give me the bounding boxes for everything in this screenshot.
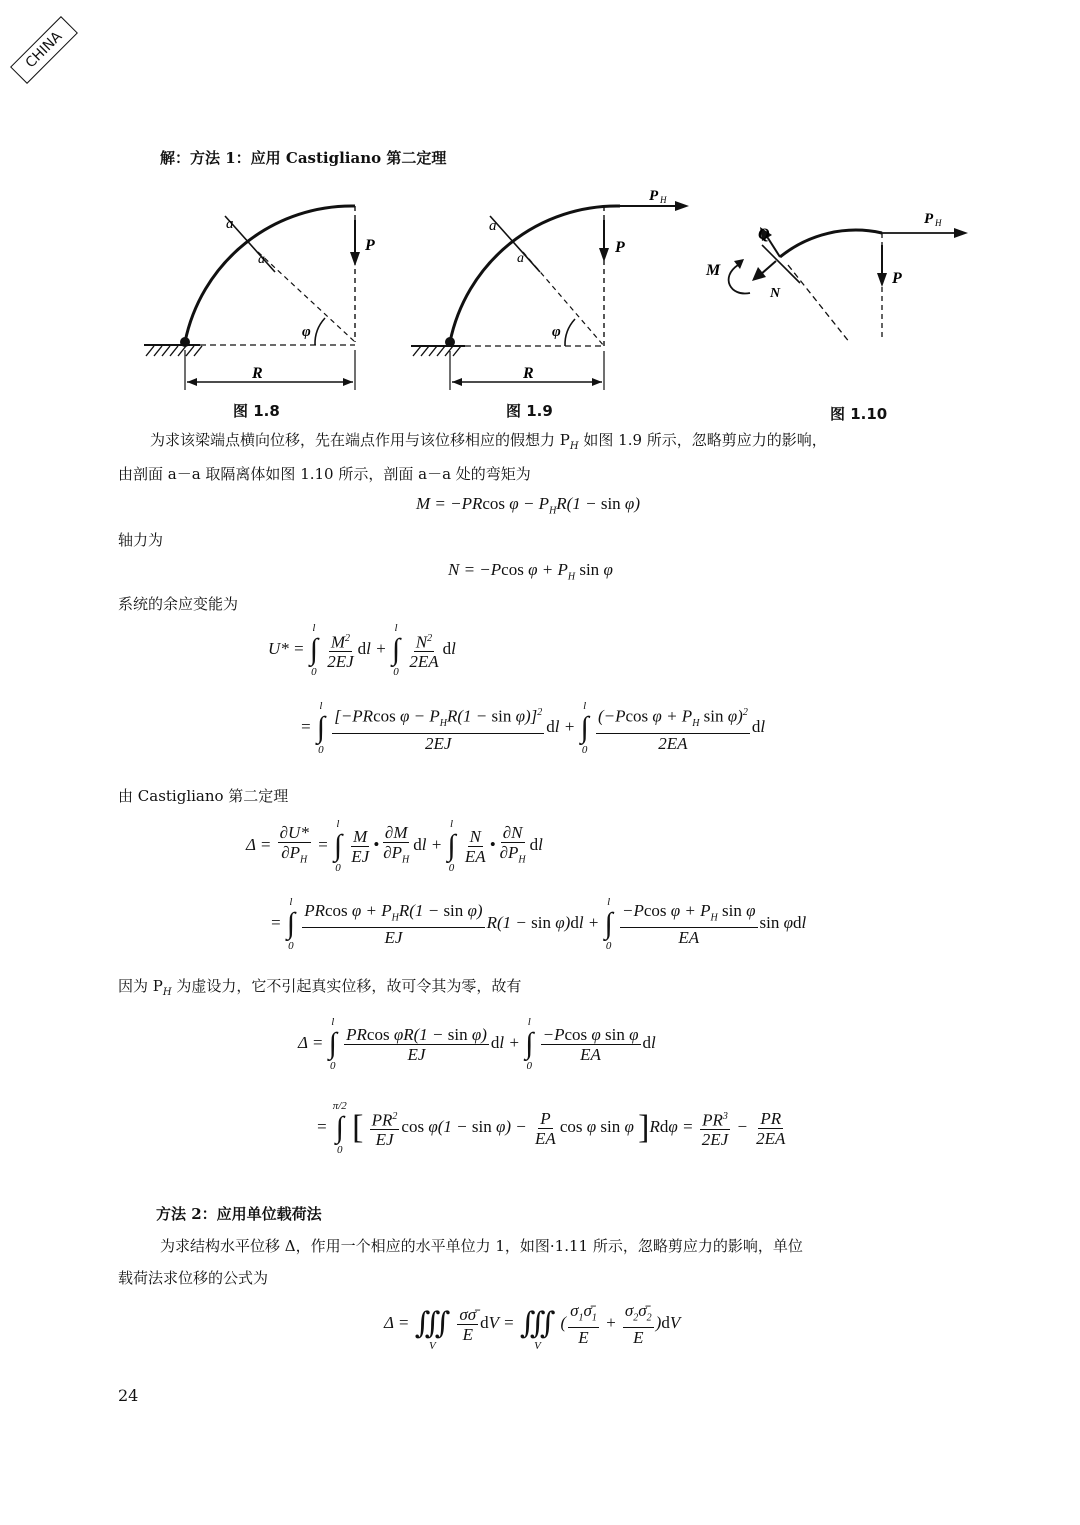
fig3-label-P: P <box>892 270 902 287</box>
figure-1-8 <box>130 190 390 400</box>
axial-label: 轴力为 <box>118 531 164 549</box>
fig3-label-M: M <box>706 262 721 279</box>
caption-fig-1-9: 图 1.9 <box>506 402 553 420</box>
fig1-label-a1: a <box>226 216 234 232</box>
result-equation-1: Δ = l ∫ 0 $\frac{\text{PRcos φR(1 − sin φ)}}{EJ}$ dl + l ∫ 0 $\frac{\text{−Pcos φ sin φ}}{EA}$ dl <box>298 1016 656 1072</box>
displacement-equation-1: Δ = $\frac{\partial U*}{\partial P_H}$ = l ∫ 0 $\frac{M}{EJ}$ • $\frac{\partial M}{\partial P_H}$ dl + l ∫ 0 $\frac{N}{EA}$ • $\frac{\partial N}{\partial P_H}$ dl <box>246 818 543 874</box>
fig2-label-a1: a <box>489 218 497 234</box>
fig2-label-PH-sub: H <box>660 195 667 205</box>
fig3-label-N: N <box>770 286 781 301</box>
virtual-force-note: 因为 $P_H$ 为虚设力，它不引起真实位移，故可令其为零，故有 <box>118 977 522 998</box>
fig1-label-a2: a <box>258 252 265 267</box>
method2-line-1: 为求结构水平位移 Δ，作用一个相应的水平单位力 1，如图·1.11 所示，忽略剪应力的影响，单位 <box>160 1237 803 1255</box>
energy-equation-2: = l ∫ 0 $\frac{[-PRcos \varphi - P_HR(1 - \sin \varphi)]^2}{2EJ}$ dl + l ∫ 0 $\frac{(-Pcos \varphi + P_H \sin \varphi)^2}{2EA}$ dl <box>300 700 766 756</box>
energy-equation-1: U* = l ∫ 0 $\frac{M^2}{2EJ}$ dl + l ∫ 0 $\frac{N^2}{2EA}$ dl <box>268 622 456 678</box>
fig1-label-phi: φ <box>302 324 311 340</box>
displacement-equation-2: = l ∫ 0 $\frac{PRcos \varphi + P_HR(1 - \sin \varphi)}{EJ}$ R(1 − sin φ)dl + l ∫ 0 $\frac{-Pcos \varphi + P_H \sin \varphi}{EA}$ sin φdl <box>270 896 807 952</box>
castigliano-label: 由 Castigliano 第二定理 <box>118 787 289 805</box>
fig1-label-P: P <box>365 237 375 254</box>
caption-fig-1-10: 图 1.10 <box>830 405 888 423</box>
fig2-label-P: P <box>615 239 625 256</box>
moment-equation: M = −PRcos $\varphi - P_HR(1 - \sin \varphi)$ <box>416 494 640 517</box>
method2-heading: 方法 2：应用单位载荷法 <box>156 1205 322 1223</box>
fig2-label-phi: φ <box>552 324 561 340</box>
fig3-label-PH: P <box>924 211 934 227</box>
figure-1-9 <box>395 186 705 400</box>
energy-label: 系统的余应变能为 <box>118 595 239 613</box>
paragraph-1-line-2: 由剖面 a－a 取隔离体如图 1.10 所示，剖面 a－a 处的弯矩为 <box>118 465 531 483</box>
method1-heading: 解：方法 1：应用 Castigliano 第二定理 <box>160 149 447 167</box>
caption-fig-1-8: 图 1.8 <box>233 402 280 420</box>
fig2-label-a2: a <box>517 251 524 266</box>
result-equation-2: = π/2 ∫ 0 [ $\frac{PR^2}{EJ}$ cos φ(1 − sin φ) − $\frac{P}{EA}$ cos φ sin φ ]Rdφ = $\frac{PR^3}{2EJ}$ − $\frac{PR}{2EA}$ <box>316 1100 786 1156</box>
fig1-label-R: R <box>252 365 263 382</box>
page-number: 24 <box>118 1386 139 1405</box>
method2-line-2: 载荷法求位移的公式为 <box>118 1269 269 1287</box>
fig2-label-R: R <box>523 365 534 382</box>
unit-load-equation: Δ = ∭ V $\frac{\sigma\sigmā}{E}$ dV = ∭ V ( $\frac{\sigma_1\sigmā_1}{E}$ + $\frac{\sigma_2\sigmā_2}{E}$ )dV <box>384 1300 681 1352</box>
paragraph-1-line-1: 为求该梁端点横向位移，先在端点作用与该位移相应的假想力 $P_H$ 如图 1.9 所示，忽略剪应力的影响， <box>150 431 827 452</box>
fig3-label-PH-sub: H <box>935 218 942 228</box>
fig2-label-PH: P <box>649 188 659 204</box>
axial-equation: N = −Pcos $\varphi + P_H$ sin φ <box>448 560 613 583</box>
figure-1-10 <box>700 205 980 355</box>
fig3-label-Q: Q <box>758 226 770 243</box>
china-stamp: CHINA <box>10 16 78 84</box>
